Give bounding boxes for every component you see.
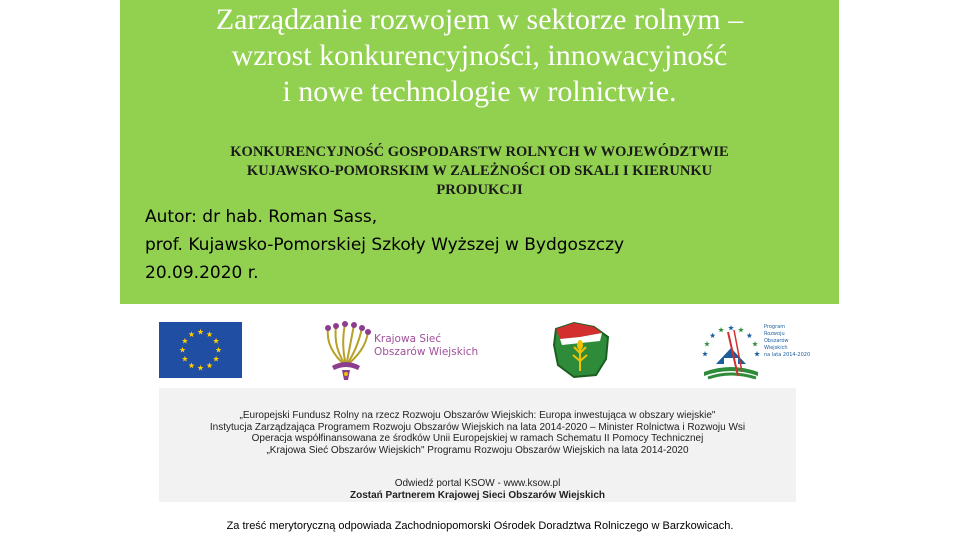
prow-star-icon [728,325,734,330]
slide-subtitle-line: PRODUKCJI [436,182,523,198]
prow-logo-icon [698,318,811,384]
author-block [145,203,825,287]
funding-info-box [159,388,796,502]
ksow-logo-line: Obszarów Wiejskich [374,346,479,358]
prow-logo-line: Rozwoju [764,331,785,337]
ksow-logo-icon [318,320,488,382]
slide-title-line: Zarządzanie rozwojem w sektorze rolnym – [215,3,744,36]
author-affiliation: prof. Kujawsko-Pomorskiej Szkoły Wyższej w Bydgoszczy [145,235,625,255]
funding-line: „Krajowa Sieć Obszarów Wiejskich" Programu Rozwoju Obszarów Wiejskich na lata 2014-2020 [266,444,689,456]
eu-flag-icon [159,322,242,378]
author-name: Autor: dr hab. Roman Sass, [145,207,378,227]
prow-star-icon [752,341,758,346]
slide-title-line: wzrost konkurencyjności, innowacyjność [231,39,728,72]
slide-title-line: i nowe technologie w rolnictwie. [282,75,677,108]
prow-star-icon [710,333,716,338]
ksow-logo-text [374,333,478,359]
funding-statement [159,410,796,456]
prow-star-icon [738,327,744,332]
content-responsibility-note: Za treść merytoryczną odpowiada Zachodniopomorski Ośrodek Doradztwa Rolniczego w Barzkowicach. [226,520,734,532]
prow-star-icon [718,327,724,332]
prow-star-icon [702,351,708,356]
prow-logo-line: Obszarów [764,338,789,344]
presentation-date: 20.09.2020 r. [145,263,259,283]
prow-star-icon [747,333,753,338]
slide-subtitle-line: KUJAWSKO-POMORSKIM W ZALEŻNOŚCI OD SKALI I KIERUNKU [246,163,713,179]
prow-star-icon [754,351,760,356]
prow-logo-line: na lata 2014-2020 [764,352,811,358]
prow-star-icon [704,341,710,346]
slide-title [120,2,839,110]
ministry-agriculture-logo-icon [550,319,612,381]
slide-subtitle-line: KONKURENCYJNOŚĆ GOSPODARSTW ROLNYCH W WOJEWÓDZTWIE [230,144,729,160]
portal-info [159,478,796,502]
prow-logo-text [764,324,811,359]
portal-visit-text: Odwiedź portal KSOW - www.ksow.pl [394,478,561,489]
ksow-logo-line: Krajowa Sieć [374,333,442,345]
prow-logo-line: Program [764,324,786,330]
slide-subtitle [120,143,839,200]
prow-logo-line: Wiejskich [764,345,788,351]
funding-line: Instytucja Zarządzająca Programem Rozwoju Obszarów Wiejskich na lata 2014-2020 – Minister Rolnictwa i Rozwoju Wsi [209,421,746,433]
funding-line: Operacja współfinansowana ze środków Unii Europejskiej w ramach Schematu II Pomocy Technicznej [251,433,704,444]
partner-text: Zostań Partnerem Krajowej Sieci Obszarów Wiejskich [350,490,605,501]
funding-line: „Europejski Fundusz Rolny na rzecz Rozwoju Obszarów Wiejskich: Europa inwestująca w obszary wiejskie" [239,410,716,421]
